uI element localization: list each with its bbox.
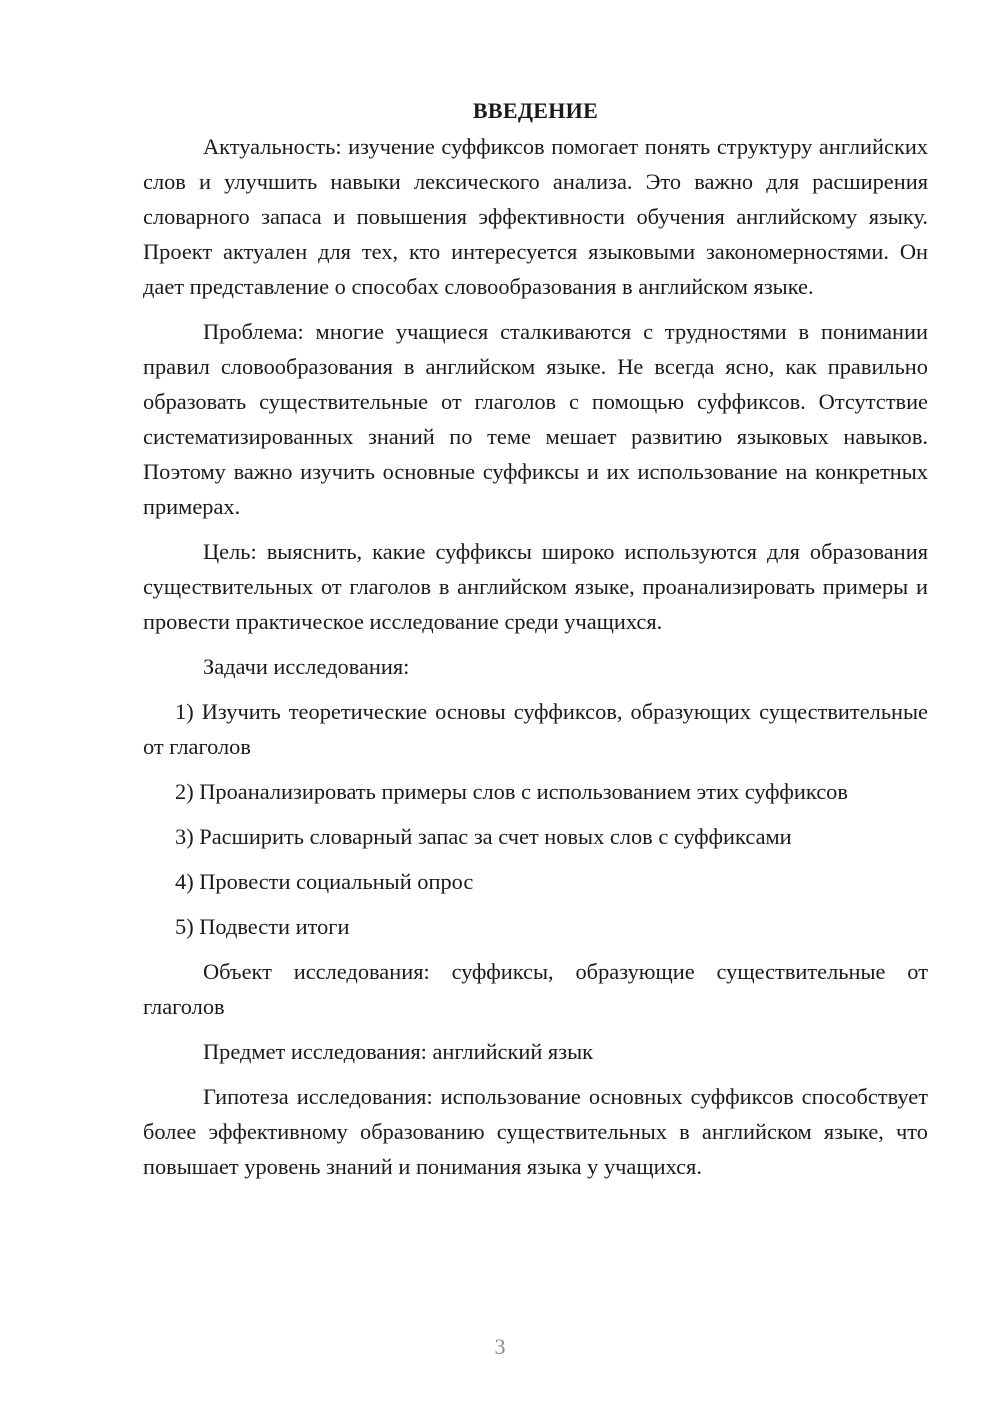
task-item-3: 3) Расширить словарный запас за счет новых слов с суффиксами [175, 824, 792, 849]
hypothesis-paragraph: Гипотеза исследования: использование основных суффиксов способствует более эффективному образованию существительных в английском языке, что повышает уровень знаний и понимания языка у учащихся. [143, 1084, 928, 1179]
relevance-paragraph: Актуальность: изучение суффиксов помогает понять структуру английских слов и улучшить навыки лексического анализа. Это важно для расширения словарного запаса и повышения эффективности обучения английскому языку. Проект актуален для тех, кто интересуется языковыми закономерностями. Он дает представление о способах словообразования в английском языке. [143, 134, 928, 299]
page-number: 3 [494, 1334, 506, 1359]
subject-paragraph: Предмет исследования: английский язык [203, 1039, 593, 1064]
task-item-5: 5) Подвести итоги [175, 914, 350, 939]
object-paragraph: Объект исследования: суффиксы, образующие существительные от глаголов [143, 959, 928, 1019]
task-item-2: 2) Проанализировать примеры слов с использованием этих суффиксов [175, 779, 848, 804]
task-item-1: 1) Изучить теоретические основы суффиксов, образующих существительные от глаголов [143, 699, 928, 759]
problem-paragraph: Проблема: многие учащиеся сталкиваются с трудностями в понимании правил словообразования в английском языке. Не всегда ясно, как правильно образовать существительные от глаголов с помощью суффиксов. Отсутствие систематизированных знаний по теме мешает развитию языковых навыков. Поэтому важно изучить основные суффиксы и их использование на конкретных примерах. [143, 319, 928, 519]
page-title: ВВЕДЕНИЕ [472, 98, 599, 123]
tasks-heading: Задачи исследования: [203, 654, 410, 679]
goal-paragraph: Цель: выяснить, какие суффиксы широко используются для образования существительных от глаголов в английском языке, проанализировать примеры и провести практическое исследование среди учащихся. [143, 539, 928, 634]
document-page [143, 96, 928, 1194]
task-item-4: 4) Провести социальный опрос [175, 869, 474, 894]
